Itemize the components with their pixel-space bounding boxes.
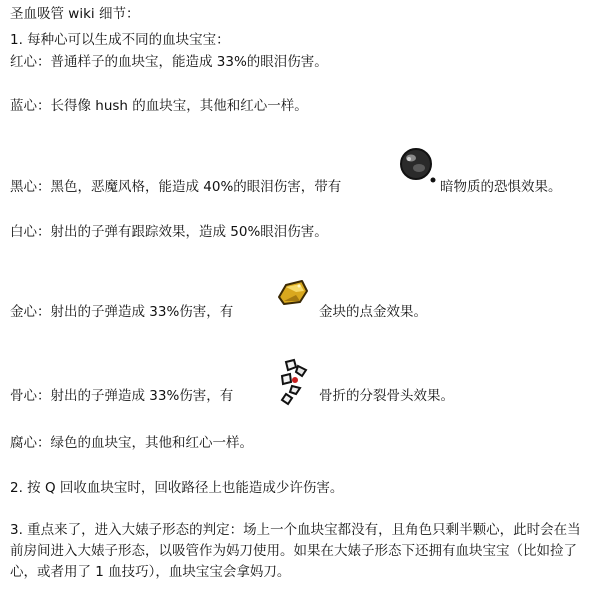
heart-gold-text: 金心：射出的子弹造成 33%伤害，有 [10,304,234,320]
point-3: 3. 重点来了，进入大婊子形态的判定：场上一个血块宝都没有，且角色只剩半颗心，此时会在当前房间进入大婊子形态，以吸管作为妈刀使用。如果在大婊子形态下还拥有血块宝宝（比如捡了心，或者用了 1 血技巧），血块宝宝会拿妈刀。 [10,522,581,580]
heart-bone-effect: 骨折的分裂骨头效果。 [319,388,454,404]
doc-title: 圣血吸管 wiki 细节： [10,6,140,22]
heart-black-text: 黑心：黑色，恶魔风格，能造成 40%的眼泪伤害，带有 [10,179,342,195]
black-orb-icon [397,146,437,186]
point-1: 1. 每种心可以生成不同的血块宝宝： [10,32,230,48]
bone-shards-icon [276,358,314,406]
point-2: 2. 按 Q 回收血块宝时，回收路径上也能造成少许伤害。 [10,480,344,496]
heart-gold [10,302,233,322]
heart-blue: 蓝心：长得像 hush 的血块宝，其他和红心一样。 [10,98,308,114]
heart-black-effect: 暗物质的恐惧效果。 [440,179,562,195]
heart-black [10,177,341,197]
heart-red: 红心：普通样子的血块宝，能造成 33%的眼泪伤害。 [10,54,328,70]
heart-gold-effect: 金块的点金效果。 [319,304,427,320]
heart-rotten: 腐心：绿色的血块宝，其他和红心一样。 [10,435,253,451]
gold-nugget-icon [276,277,310,307]
heart-white: 白心：射出的子弹有跟踪效果，造成 50%眼泪伤害。 [10,224,328,240]
heart-bone [10,386,233,406]
heart-bone-text: 骨心：射出的子弹造成 33%伤害，有 [10,388,234,404]
